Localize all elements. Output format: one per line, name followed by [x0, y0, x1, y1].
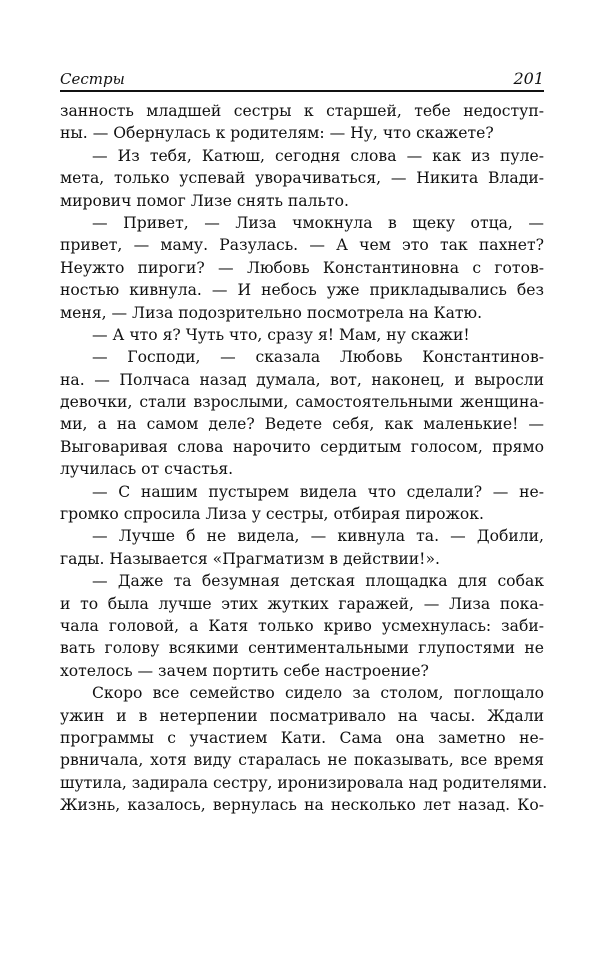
- text-line: привет, — маму. Разулась. — А чем это так пахнет?: [60, 236, 544, 255]
- page-header: [60, 62, 544, 92]
- text-line: занность младшей сестры к старшей, тебе недоступ-: [60, 102, 544, 120]
- text-line: и то была лучше этих жутких гаражей, — Лиза пока-: [60, 594, 544, 613]
- text-line: Неужто пироги? — Любовь Константиновна с готов-: [60, 258, 544, 277]
- text-line: хотелось — зачем портить себе настроение?: [60, 661, 429, 680]
- text-line: гады. Называется «Прагматизм в действии!».: [60, 549, 440, 568]
- text-line: лучилась от счастья.: [60, 460, 234, 479]
- text-line: ми, а на самом деле? Ведете себя, как маленькие! —: [60, 415, 544, 434]
- text-line: чала головой, а Катя только криво усмехнулась: заби-: [60, 616, 544, 635]
- text-line: Выговаривая слова нарочито сердитым голосом, прямо: [60, 437, 544, 456]
- running-title: Сестры: [60, 70, 125, 88]
- text-line: — С нашим пустырем видела что сделали? — не-: [92, 482, 544, 501]
- text-line: — Привет, — Лиза чмокнула в щеку отца, —: [92, 213, 544, 232]
- text-line: рвничала, хотя виду старалась не показывать, все время: [60, 751, 544, 770]
- page-number: 201: [513, 69, 544, 88]
- text-line: ны. — Обернулась к родителям: — Ну, что скажете?: [60, 124, 494, 143]
- text-line: — Даже та безумная детская площадка для собак: [92, 572, 544, 591]
- text-line: на. — Полчаса назад думала, вот, наконец, и выросли: [60, 370, 544, 389]
- text-line: ностью кивнула. — И небось уже прикладывались без: [60, 281, 544, 300]
- text-line: ужин и в нетерпении посматривало на часы. Ждали: [60, 706, 544, 725]
- text-line: — Лучше б не видела, — кивнула та. — Добили,: [92, 527, 544, 546]
- text-line: шутила, задирала сестру, иронизировала над родителями.: [60, 773, 548, 792]
- body-text: [60, 100, 548, 817]
- text-line: Скоро все семейство сидело за столом, поглощало: [92, 684, 544, 703]
- text-line: девочки, стали взрослыми, самостоятельными женщина-: [60, 393, 544, 412]
- text-line: программы с участием Кати. Сама она заметно не-: [60, 728, 544, 747]
- text-line: громко спросила Лиза у сестры, отбирая пирожок.: [60, 505, 484, 524]
- text-line: Жизнь, казалось, вернулась на несколько лет назад. Ко-: [60, 796, 544, 815]
- text-line: мета, только успевай уворачиваться, — Никита Влади-: [60, 169, 544, 188]
- text-line: — Господи, — сказала Любовь Константинов-: [92, 348, 544, 367]
- text-line: — А что я? Чуть что, сразу я! Мам, ну скажи!: [92, 325, 470, 344]
- text-line: мирович помог Лизе снять пальто.: [60, 191, 349, 210]
- text-line: — Из тебя, Катюш, сегодня слова — как из пуле-: [92, 146, 544, 165]
- text-line: меня, — Лиза подозрительно посмотрела на Катю.: [60, 303, 483, 322]
- text-line: вать голову всякими сентиментальными глупостями не: [60, 639, 544, 658]
- book-page: [60, 0, 548, 970]
